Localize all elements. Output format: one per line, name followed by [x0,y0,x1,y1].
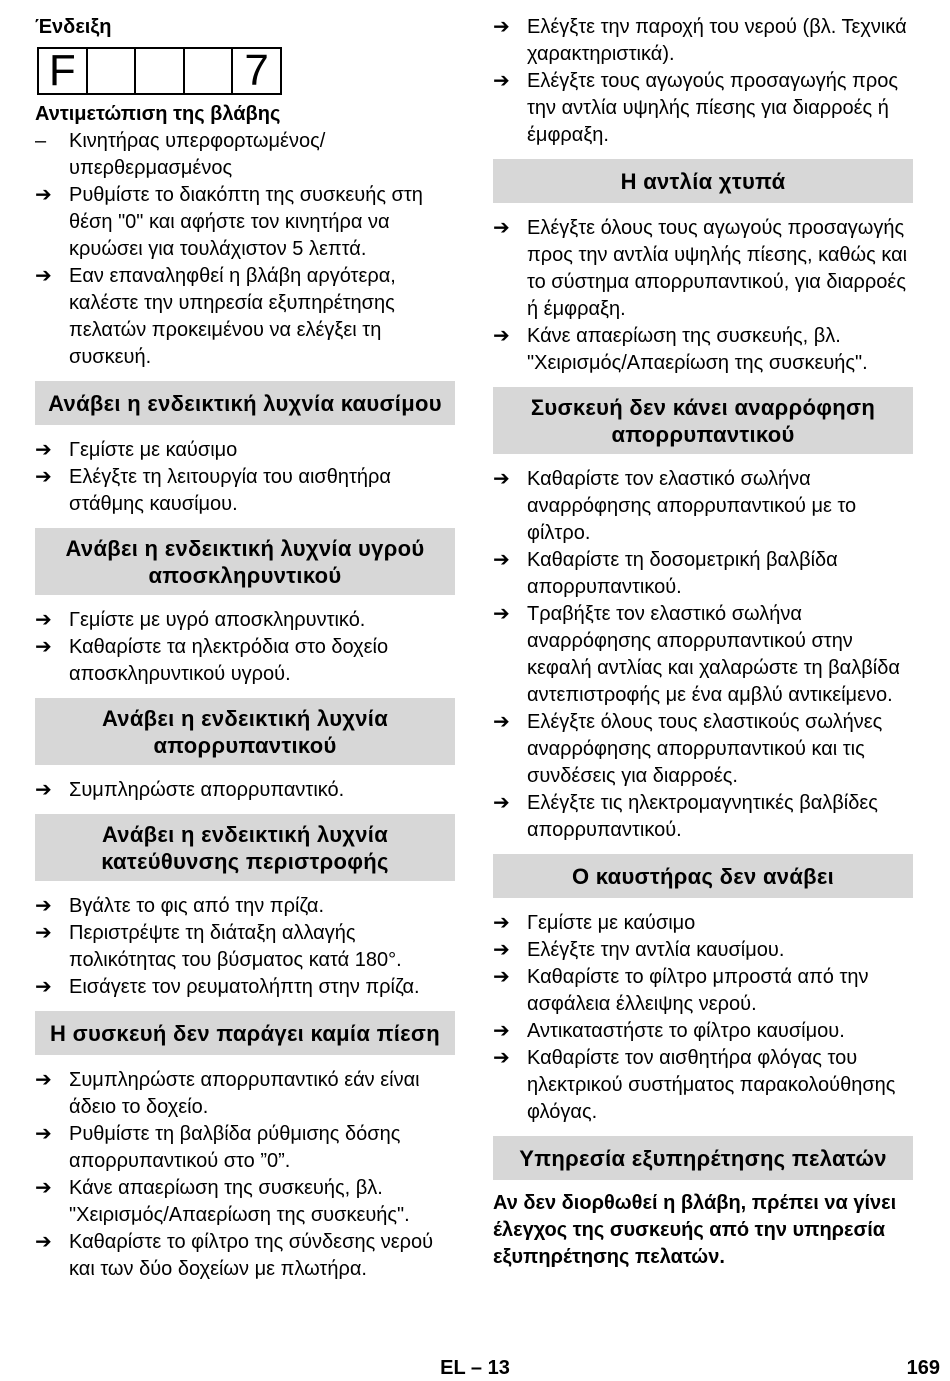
arrow-bullet-icon: ➔ [35,439,52,461]
display-cell [136,49,185,93]
arrow-bullet-icon: ➔ [35,1177,52,1199]
arrow-bullet-icon: ➔ [35,184,52,206]
arrow-bullet-icon: ➔ [493,468,510,490]
list-item-text: Ελέγξτε την αντλία καυσίμου. [527,939,785,961]
remedy-list [35,128,455,371]
footer-page-number: 169 [906,1357,940,1379]
arrow-bullet-icon: ➔ [493,549,510,571]
list-item [493,466,913,547]
section-heading: Η αντλία χτυπά [493,159,913,203]
list-item-text: Συμπληρώστε απορρυπαντικό εάν είναι άδειο το δοχείο. [69,1069,420,1118]
arrow-bullet-icon: ➔ [493,792,510,814]
arrow-bullet-icon: ➔ [35,895,52,917]
arrow-bullet-icon: ➔ [493,16,510,38]
list-item [35,893,455,920]
list-item-text: Γεμίστε με υγρό αποσκληρυντικό. [69,609,366,631]
indication-label: Ένδειξη [35,16,112,38]
list-item [35,634,455,688]
list-item [35,1121,455,1175]
section-heading: Συσκευή δεν κάνει αναρρόφηση απορρυπαντικού [493,387,913,454]
list-item [493,601,913,709]
list-item-text: Καθαρίστε τη δοσομετρική βαλβίδα απορρυπαντικού. [527,549,838,598]
list-item [35,777,455,804]
list-item-text: Ελέγξτε τους αγωγούς προσαγωγής προς την αντλία υψηλής πίεσης για διαρροές ή έμφραξη. [527,70,898,146]
list-item [493,1018,913,1045]
arrow-bullet-icon: ➔ [493,1020,510,1042]
list-item-text: Καθαρίστε το φίλτρο μπροστά από την ασφάλεια έλλειψης νερού. [527,966,869,1015]
list-item-text: Ελέγξτε τη λειτουργία του αισθητήρα στάθμης καυσίμου. [69,466,391,515]
list-item-text: Καθαρίστε τα ηλεκτρόδια στο δοχείο αποσκληρυντικού υγρού. [69,636,389,685]
arrow-bullet-icon: ➔ [493,70,510,92]
display-cell [185,49,234,93]
list-item-text: Ρυθμίστε τη βαλβίδα ρύθμισης δόσης απορρυπαντικού στο ”0”. [69,1123,401,1172]
list-item [493,215,913,323]
list-item [35,464,455,518]
list-item-text: Βγάλτε το φις από την πρίζα. [69,895,325,917]
list-item [493,910,913,937]
arrow-bullet-icon: ➔ [35,976,52,998]
left-sections [35,381,455,1283]
list-item-text: Ελέγξτε τις ηλεκτρομαγνητικές βαλβίδες απορρυπαντικού. [527,792,878,841]
section-heading: Ανάβει η ενδεικτική λυχνία υγρού αποσκληρυντικού [35,528,455,595]
list-item-text: Περιστρέψτε τη διάταξη αλλαγής πολικότητας του βύσματος κατά 180°. [69,922,402,971]
right-intro-list [493,14,913,149]
display-cell [88,49,137,93]
list-item [493,964,913,1018]
list-item-text: Ελέγξτε όλους τους ελαστικούς σωλήνες αναρρόφησης απορρυπαντικού και τις συνδέσεις για διαρροές. [527,711,883,787]
list-item-text: Κάνε απαερίωση της συσκευής, βλ. "Χειρισμός/Απαερίωση της συσκευής". [69,1177,410,1226]
arrow-bullet-icon: ➔ [493,711,510,733]
list-item [493,790,913,844]
arrow-bullet-icon: ➔ [493,217,510,239]
list-item [35,263,455,371]
arrow-bullet-icon: ➔ [493,325,510,347]
list-item [35,182,455,263]
section-heading: Ανάβει η ενδεικτική λυχνία καυσίμου [35,381,455,425]
arrow-bullet-icon: ➔ [35,922,52,944]
list-item [35,128,455,182]
list-item [493,323,913,377]
service-note: Αν δεν διορθωθεί η βλάβη, πρέπει να γίνει έλεγχος της συσκευής από την υπηρεσία εξυπηρέτησης πελατών. [493,1192,897,1268]
arrow-bullet-icon: ➔ [493,939,510,961]
arrow-bullet-icon: ➔ [35,1231,52,1253]
list-item [35,607,455,634]
list-item [35,1175,455,1229]
list-item-text: Ελέγξτε όλους τους αγωγούς προσαγωγής προς την αντλία υψηλής πίεσης, καθώς και το σύστημα απορρυπαντικού, για διαρροές ή έμφραξη. [527,217,908,320]
list-item [493,14,913,68]
list-item-text: Κινητήρας υπερφορτωμένος/υπερθερμασμένος [69,130,326,179]
right-column [493,14,913,1271]
arrow-bullet-icon: ➔ [35,1069,52,1091]
list-item-text: Ελέγξτε την παροχή του νερού (βλ. Τεχνικά χαρακτηριστικά). [527,16,907,65]
list-item-text: Αντικαταστήστε το φίλτρο καυσίμου. [527,1020,845,1042]
list-item [35,920,455,974]
dash-bullet: – [35,130,47,152]
list-item [35,1229,455,1283]
list-item [35,437,455,464]
section-heading: Η συσκευή δεν παράγει καμία πίεση [35,1011,455,1055]
list-item [493,547,913,601]
section-heading: Ανάβει η ενδεικτική λυχνία κατεύθυνσης περιστροφής [35,814,455,881]
list-item [493,68,913,149]
list-item [493,709,913,790]
display-cell: 7 [244,46,269,95]
list-item-text: Κάνε απαερίωση της συσκευής, βλ. "Χειρισμός/Απαερίωση της συσκευής". [527,325,868,374]
list-item-text: Γεμίστε με καύσιμο [69,439,238,461]
fault-code-display [37,47,282,95]
list-item [35,1067,455,1121]
list-item-text: Γεμίστε με καύσιμο [527,912,696,934]
list-item [493,1045,913,1126]
arrow-bullet-icon: ➔ [35,779,52,801]
list-item-text: Τραβήξτε τον ελαστικό σωλήνα αναρρόφησης απορρυπαντικού στην κεφαλή αντλίας και χαλαρώστε τη βαλβίδα αντεπιστροφής με ένα αμβλύ αντικείμενο. [527,603,900,706]
list-item-text: Συμπληρώστε απορρυπαντικό. [69,779,345,801]
section-heading: Ο καυστήρας δεν ανάβει [493,854,913,898]
arrow-bullet-icon: ➔ [493,912,510,934]
list-item [493,937,913,964]
right-sections [493,159,913,1180]
arrow-bullet-icon: ➔ [35,609,52,631]
list-item-text: Ρυθμίστε το διακόπτη της συσκευής στη θέση "0" και αφήστε τον κινητήρα να κρυώσει για τουλάχιστον 5 λεπτά. [69,184,423,260]
arrow-bullet-icon: ➔ [493,603,510,625]
list-item-text: Καθαρίστε τον αισθητήρα φλόγας του ηλεκτρικού συστήματος παρακολούθησης φλόγας. [527,1047,896,1123]
arrow-bullet-icon: ➔ [35,1123,52,1145]
list-item-text: Εαν επαναληφθεί η βλάβη αργότερα, καλέστε την υπηρεσία εξυπηρέτησης πελατών προκειμένου να ελέγξει τη συσκευή. [69,265,396,368]
display-cell: F [39,49,88,93]
arrow-bullet-icon: ➔ [35,636,52,658]
footer-section-label: EL – 13 [440,1357,510,1379]
list-item-text: Καθαρίστε το φίλτρο της σύνδεσης νερού και των δύο δοχείων με πλωτήρα. [69,1231,434,1280]
arrow-bullet-icon: ➔ [35,466,52,488]
list-item-text: Εισάγετε τον ρευματολήπτη στην πρίζα. [69,976,420,998]
section-heading: Ανάβει η ενδεικτική λυχνία απορρυπαντικού [35,698,455,765]
left-column [35,14,455,1283]
section-heading: Υπηρεσία εξυπηρέτησης πελατών [493,1136,913,1180]
arrow-bullet-icon: ➔ [493,966,510,988]
arrow-bullet-icon: ➔ [493,1047,510,1069]
remedy-label: Αντιμετώπιση της βλάβης [35,103,281,125]
arrow-bullet-icon: ➔ [35,265,52,287]
list-item-text: Καθαρίστε τον ελαστικό σωλήνα αναρρόφησης απορρυπαντικού με το φίλτρο. [527,468,857,544]
list-item [35,974,455,1001]
